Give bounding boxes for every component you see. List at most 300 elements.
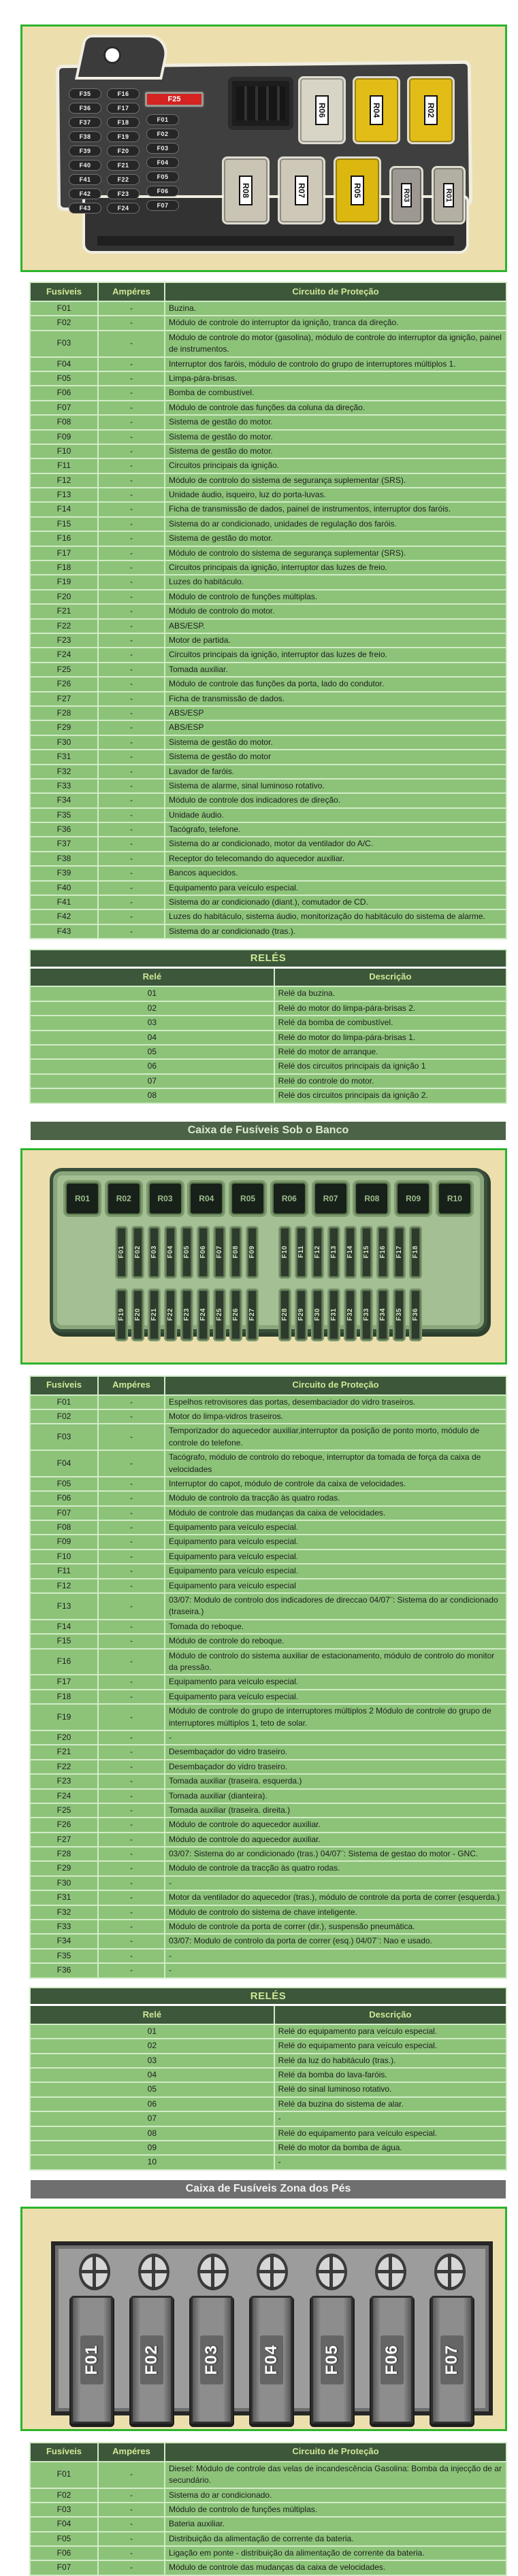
table-row bbox=[30, 458, 506, 473]
fuse-slot bbox=[107, 146, 140, 156]
table-cell: F08 bbox=[30, 1520, 98, 1535]
table-cell: - bbox=[98, 444, 165, 458]
table-cell: Bancos aquecidos. bbox=[165, 866, 506, 880]
slot-label: R09 bbox=[406, 1193, 421, 1203]
table-cell: F09 bbox=[30, 1535, 98, 1549]
slot-label: F07 bbox=[440, 2335, 464, 2384]
table-row bbox=[30, 735, 506, 750]
table-row bbox=[30, 1890, 506, 1905]
table-cell: - bbox=[98, 1704, 165, 1730]
slot-label: F43 bbox=[79, 204, 91, 212]
table-cell: F01 bbox=[30, 1395, 98, 1409]
table-row bbox=[30, 1690, 506, 1704]
table-cell: Unidade áudio, isqueiro, luz do porta-luvas. bbox=[165, 488, 506, 502]
table-row bbox=[30, 2068, 506, 2082]
slot-label: R10 bbox=[447, 1193, 462, 1203]
table-cell: Espelhos retrovisores das portas, desembaciador do vidro traseiros. bbox=[165, 1395, 506, 1409]
table-cell: - bbox=[98, 909, 165, 924]
table-cell: Sistema do ar condicionado. bbox=[165, 2488, 506, 2503]
table-cell: F16 bbox=[30, 531, 98, 546]
table-cell: - bbox=[98, 1634, 165, 1648]
screw-icon bbox=[138, 2254, 169, 2290]
table-cell: Bomba de combustível. bbox=[165, 386, 506, 400]
table-cell: Módulo de controle das mudanças da caixa de velocidades. bbox=[165, 2560, 506, 2575]
slot-label: R02 bbox=[424, 95, 438, 125]
screw-icon bbox=[434, 2254, 466, 2290]
slot-label: F20 bbox=[117, 147, 129, 154]
fuse-row-f19-f36 bbox=[63, 1290, 474, 1340]
table-cell: - bbox=[98, 1395, 165, 1409]
table-cell: - bbox=[98, 488, 165, 502]
fuse-slot bbox=[410, 1227, 421, 1277]
fuse-slot bbox=[146, 171, 179, 182]
table-row bbox=[30, 488, 506, 502]
table-row bbox=[30, 371, 506, 386]
table-cell: Temporizador do aquecedor auxiliar,interruptor da posição de ponto morto, módulo de controle do telefone. bbox=[165, 1424, 506, 1450]
table-cell: - bbox=[98, 2462, 165, 2488]
slot-label: F12 bbox=[314, 1245, 321, 1258]
fuse-column-f16-f24 bbox=[107, 86, 140, 215]
table-cell: F29 bbox=[30, 1861, 98, 1875]
slot-label: F15 bbox=[363, 1245, 370, 1258]
table-row bbox=[30, 2488, 506, 2503]
table-cell: 03/07: Modulo de controlo da porta de correr (esq.) 04/07¨: Nao e usado. bbox=[165, 1934, 506, 1948]
table-cell: - bbox=[98, 852, 165, 866]
slot-label: F32 bbox=[346, 1308, 354, 1321]
table-cell: Tacógrafo, telefone. bbox=[165, 822, 506, 837]
column-header: Circuito de Proteção bbox=[165, 282, 506, 301]
fuse-slot bbox=[361, 1290, 372, 1340]
column-header: Relé bbox=[30, 967, 274, 986]
table-cell: F10 bbox=[30, 1550, 98, 1564]
slot-label: F18 bbox=[412, 1245, 419, 1258]
table-cell: Módulo de controle do interruptor da ignição, tranca da direção. bbox=[165, 316, 506, 330]
slot-label: R06 bbox=[315, 95, 329, 125]
table-header-row bbox=[30, 282, 506, 301]
fuse-slot bbox=[378, 1227, 388, 1277]
table-cell: 04 bbox=[30, 1031, 274, 1045]
table-cell: F33 bbox=[30, 779, 98, 793]
table-cell: - bbox=[98, 706, 165, 720]
table-cell: Limpa-pára-brisas. bbox=[165, 371, 506, 386]
table-cell: Módulo de controlo do motor. bbox=[165, 604, 506, 618]
fuse-slot bbox=[247, 1290, 257, 1340]
fuse-slot bbox=[69, 174, 101, 185]
table-row bbox=[30, 473, 506, 488]
table-cell: - bbox=[98, 561, 165, 575]
table-row bbox=[30, 1789, 506, 1803]
table-cell: - bbox=[274, 2111, 506, 2126]
table-cell: Sistema do ar condicionado, motor da ventilador do A/C. bbox=[165, 837, 506, 851]
slot-label: F23 bbox=[183, 1308, 191, 1321]
table-row bbox=[30, 2097, 506, 2111]
table-cell: Relé do motor do limpa-pára-brisas 2. bbox=[274, 1001, 506, 1016]
slot-label: F06 bbox=[157, 187, 169, 195]
table-cell: - bbox=[98, 2560, 165, 2575]
fuse-slot bbox=[69, 117, 101, 128]
table-cell: Sistema de gestão do motor. bbox=[165, 415, 506, 429]
table-cell: F35 bbox=[30, 1949, 98, 1963]
slot-label: F03 bbox=[157, 144, 169, 152]
slot-label: F13 bbox=[330, 1245, 338, 1258]
table-row bbox=[30, 822, 506, 837]
slot-label: R08 bbox=[239, 175, 253, 205]
table-cell: F04 bbox=[30, 357, 98, 371]
screw-icon bbox=[375, 2254, 406, 2290]
slot-label: F05 bbox=[157, 173, 169, 180]
fuse-slot bbox=[191, 2296, 233, 2424]
slot-label: F06 bbox=[199, 1245, 207, 1258]
table-row bbox=[30, 2532, 506, 2546]
fuse-slot bbox=[250, 2296, 293, 2424]
table-cell: Buzina. bbox=[165, 301, 506, 316]
slot-label: F21 bbox=[117, 161, 129, 169]
slot-label: F14 bbox=[346, 1245, 354, 1258]
table-cell: - bbox=[98, 1593, 165, 1620]
fuse-slot bbox=[280, 1290, 290, 1340]
table-row bbox=[30, 837, 506, 851]
table-row bbox=[30, 895, 506, 909]
fuse-slot bbox=[71, 2296, 113, 2424]
table-cell: - bbox=[98, 895, 165, 909]
table-cell: Relé da buzina do sistema de alar. bbox=[274, 2097, 506, 2111]
table-row bbox=[30, 502, 506, 516]
slot-label: F04 bbox=[260, 2335, 283, 2384]
slot-label: F38 bbox=[79, 133, 91, 140]
table-cell: - bbox=[98, 1920, 165, 1934]
table-cell: F28 bbox=[30, 1847, 98, 1861]
table-cell: - bbox=[98, 837, 165, 851]
table-cell: - bbox=[98, 575, 165, 589]
table-row bbox=[30, 604, 506, 618]
table-cell: F21 bbox=[30, 604, 98, 618]
table-cell: F25 bbox=[30, 1803, 98, 1818]
fuse-slot bbox=[107, 131, 140, 142]
table-cell: F14 bbox=[30, 502, 98, 516]
slot-label: R08 bbox=[364, 1193, 380, 1203]
table-cell: - bbox=[98, 2517, 165, 2531]
table-row bbox=[30, 633, 506, 648]
relay-slot bbox=[391, 168, 421, 222]
fuse-slot bbox=[107, 160, 140, 171]
table-cell: - bbox=[98, 517, 165, 531]
table-cell: F20 bbox=[30, 590, 98, 604]
table-cell: - bbox=[98, 779, 165, 793]
fuse-slot bbox=[329, 1290, 339, 1340]
table-cell: Relé dos circuitos principais da ignição 1 bbox=[274, 1059, 506, 1073]
fuse-slot bbox=[146, 114, 179, 125]
table-cell: Circuitos principais da ignição, interruptor das luzes de freio. bbox=[165, 648, 506, 662]
table-cell: F18 bbox=[30, 561, 98, 575]
table-cell: - bbox=[98, 1620, 165, 1634]
slot-label: F02 bbox=[157, 130, 169, 137]
table-cell: Módulo de controlo do sistema de segurança suplementar (SRS). bbox=[165, 473, 506, 488]
fuse-slot bbox=[182, 1290, 192, 1340]
table-cell: - bbox=[98, 619, 165, 633]
table-cell: - bbox=[98, 546, 165, 561]
table-cell: F02 bbox=[30, 316, 98, 330]
slot-label: R05 bbox=[240, 1193, 256, 1203]
table-row bbox=[30, 561, 506, 575]
table-cell: 03 bbox=[30, 2054, 274, 2068]
fuse-slot bbox=[165, 1290, 176, 1340]
screw-row bbox=[65, 2254, 479, 2290]
relay-slot bbox=[224, 158, 268, 222]
relay-table-dashboard bbox=[29, 949, 507, 1103]
table-cell: 06 bbox=[30, 2097, 274, 2111]
table-row bbox=[30, 1760, 506, 1774]
table-cell: Módulo de controle do grupo de interruptores múltiplos 2 Módulo de controle do grupo de interruptores múltiplos 1, teto de solar. bbox=[165, 1704, 506, 1730]
slot-label: R06 bbox=[281, 1193, 297, 1203]
table-cell: - bbox=[98, 1803, 165, 1818]
slot-label: R05 bbox=[351, 175, 364, 205]
table-cell: 08 bbox=[30, 1088, 274, 1103]
table-row bbox=[30, 430, 506, 444]
table-row bbox=[30, 2141, 506, 2155]
table-row bbox=[30, 1045, 506, 1059]
relay-slot bbox=[107, 1182, 141, 1215]
table-row bbox=[30, 1649, 506, 1675]
fuse-slot bbox=[312, 1227, 323, 1277]
table-cell: 02 bbox=[30, 1001, 274, 1016]
connector-block bbox=[228, 77, 293, 130]
table-cell: F22 bbox=[30, 1760, 98, 1774]
fuse-slot bbox=[69, 131, 101, 142]
fuse-slot bbox=[149, 1227, 159, 1277]
table-row bbox=[30, 590, 506, 604]
table-cell: 03 bbox=[30, 1016, 274, 1030]
table-cell: - bbox=[98, 1675, 165, 1689]
table-cell: Módulo de controle do motor (gasolina), módulo de controle do interruptor da ignição, painel de instrumentos. bbox=[165, 331, 506, 357]
table-row bbox=[30, 1031, 506, 1045]
table-row bbox=[30, 720, 506, 735]
relay-slot bbox=[336, 158, 379, 222]
relay-slot bbox=[434, 168, 464, 222]
table-row bbox=[30, 2126, 506, 2141]
table-cell: Ficha de transmissão de dados. bbox=[165, 692, 506, 706]
table-cell: - bbox=[165, 1963, 506, 1977]
table-cell: F03 bbox=[30, 2503, 98, 2517]
slot-label: R02 bbox=[116, 1193, 131, 1203]
table-row bbox=[30, 1861, 506, 1875]
fuse-slot bbox=[107, 188, 140, 199]
table-cell: F04 bbox=[30, 1450, 98, 1477]
table-cell: Módulo de controle do aquecedor auxiliar. bbox=[165, 1818, 506, 1832]
table-cell: F12 bbox=[30, 1579, 98, 1593]
table-cell: - bbox=[98, 502, 165, 516]
table-cell: Módulo de controlo do sistema de chave inteligente. bbox=[165, 1905, 506, 1920]
table-row bbox=[30, 415, 506, 429]
table-row bbox=[30, 444, 506, 458]
table-cell: Sistema de gestão do motor bbox=[165, 750, 506, 764]
relay-slot bbox=[355, 78, 398, 142]
table-cell: Luzes do habitáculo. bbox=[165, 575, 506, 589]
table-cell: - bbox=[274, 2155, 506, 2169]
fuse-slot bbox=[231, 1227, 241, 1277]
slot-label: F36 bbox=[79, 104, 91, 112]
table-row bbox=[30, 1949, 506, 1963]
table-cell: - bbox=[98, 1890, 165, 1905]
slot-label: F01 bbox=[118, 1245, 125, 1258]
column-header: Fusíveis bbox=[30, 2443, 98, 2462]
table-cell: Tomada auxiliar (dianteira). bbox=[165, 1789, 506, 1803]
table-cell: - bbox=[98, 881, 165, 895]
table-row bbox=[30, 2560, 506, 2575]
table-cell: - bbox=[98, 648, 165, 662]
table-cell: - bbox=[98, 1963, 165, 1977]
table-cell: Módulo de controlo do sistema auxiliar de estacionamento, módulo de controlo do monitor da pressão. bbox=[165, 1649, 506, 1675]
table-cell: - bbox=[98, 866, 165, 880]
slot-label: F07 bbox=[216, 1245, 223, 1258]
slot-label: R01 bbox=[74, 1193, 90, 1203]
table-cell: Motor de partida. bbox=[165, 633, 506, 648]
slot-label: F17 bbox=[395, 1245, 403, 1258]
table-cell: F27 bbox=[30, 1833, 98, 1847]
screw-icon bbox=[316, 2254, 347, 2290]
table-cell: Relé do equipamento para veículo especial. bbox=[274, 2126, 506, 2141]
table-row bbox=[30, 1934, 506, 1948]
relay-slot bbox=[231, 1182, 265, 1215]
table-cell: F39 bbox=[30, 866, 98, 880]
table-cell: Relé da bomba de combustível. bbox=[274, 1016, 506, 1030]
table-row bbox=[30, 1450, 506, 1477]
fusebox-body bbox=[50, 1168, 487, 1333]
table-cell: 07 bbox=[30, 1074, 274, 1088]
table-cell: - bbox=[98, 1745, 165, 1759]
table-row bbox=[30, 1818, 506, 1832]
column-header: Fusíveis bbox=[30, 282, 98, 301]
table-row bbox=[30, 386, 506, 400]
relay-slot bbox=[280, 158, 323, 222]
table-row bbox=[30, 2155, 506, 2169]
fuse-slot bbox=[231, 1290, 241, 1340]
table-row bbox=[30, 924, 506, 939]
table-cell: Relé do motor de arranque. bbox=[274, 1045, 506, 1059]
table-cell: - bbox=[98, 1833, 165, 1847]
fuse-slot bbox=[296, 1290, 306, 1340]
fuse-slot bbox=[107, 203, 140, 214]
table-cell: F30 bbox=[30, 735, 98, 750]
slot-label: F18 bbox=[117, 118, 129, 126]
table-row bbox=[30, 1088, 506, 1103]
fusebox-photo-dashboard bbox=[20, 24, 507, 272]
table-cell: F19 bbox=[30, 575, 98, 589]
table-cell: Equipamento para veículo especial. bbox=[165, 1535, 506, 1549]
fusebox-diagram-sob-banco bbox=[20, 1148, 507, 1365]
table-cell: F01 bbox=[30, 2462, 98, 2488]
slot-label: F04 bbox=[157, 158, 169, 166]
table-cell: - bbox=[98, 357, 165, 371]
table-cell: - bbox=[98, 735, 165, 750]
table-row bbox=[30, 1675, 506, 1689]
fuse-slot bbox=[361, 1227, 372, 1277]
fuse-slot bbox=[345, 1227, 355, 1277]
table-row bbox=[30, 1074, 506, 1088]
screw-icon bbox=[79, 2254, 110, 2290]
table-cell: Interruptor do capot, módulo de controle da caixa de velocidades. bbox=[165, 1477, 506, 1491]
slot-label: F02 bbox=[140, 2335, 163, 2384]
fuse-column-f35-f43 bbox=[69, 86, 101, 215]
slot-label: F33 bbox=[363, 1308, 370, 1321]
slot-label: R03 bbox=[401, 183, 412, 207]
relay-table-sob-banco bbox=[29, 1987, 507, 2171]
table-cell: - bbox=[98, 1506, 165, 1520]
slot-label: F20 bbox=[134, 1308, 142, 1321]
table-row bbox=[30, 881, 506, 895]
table-cell: Módulo de controle das funções da porta, lado do condutor. bbox=[165, 677, 506, 691]
table-cell: Equipamento para veículo especial bbox=[165, 1579, 506, 1593]
table-cell: - bbox=[98, 1789, 165, 1803]
table-cell: 02 bbox=[30, 2039, 274, 2053]
table-row bbox=[30, 706, 506, 720]
table-cell: - bbox=[98, 331, 165, 357]
table-row bbox=[30, 2546, 506, 2560]
table-row bbox=[30, 2082, 506, 2096]
table-cell: F22 bbox=[30, 619, 98, 633]
slot-label: F24 bbox=[199, 1308, 207, 1321]
table-cell: - bbox=[98, 1774, 165, 1788]
table-cell: F35 bbox=[30, 808, 98, 822]
table-cell: Relé do sinal luminoso rotativo. bbox=[274, 2082, 506, 2096]
table-row bbox=[30, 1847, 506, 1861]
slot-label: F29 bbox=[297, 1308, 305, 1321]
table-cell: Sistema do ar condicionado, unidades de regulação dos faróis. bbox=[165, 517, 506, 531]
section-header-zona-dos-pes: Caixa de Fusíveis Zona dos Pés bbox=[31, 2180, 506, 2198]
table-cell: - bbox=[98, 1649, 165, 1675]
column-header: Ampéres bbox=[98, 1376, 165, 1395]
fuse-slot bbox=[146, 186, 179, 197]
table-cell: F26 bbox=[30, 1818, 98, 1832]
table-cell: Módulo de controlo da tracção às quatro rodas. bbox=[165, 1491, 506, 1505]
fuse-slot bbox=[345, 1290, 355, 1340]
relay-slot bbox=[148, 1182, 182, 1215]
slot-label: F25 bbox=[216, 1308, 223, 1321]
table-cell: - bbox=[98, 415, 165, 429]
table-row bbox=[30, 1704, 506, 1730]
table-cell: F04 bbox=[30, 2517, 98, 2531]
table-row bbox=[30, 357, 506, 371]
fuse-slot bbox=[296, 1227, 306, 1277]
table-row bbox=[30, 765, 506, 779]
table-cell: Tomada auxiliar (traseira. esquerda.) bbox=[165, 1774, 506, 1788]
fuse-slot bbox=[69, 203, 101, 214]
table-cell: F05 bbox=[30, 371, 98, 386]
table-cell: - bbox=[98, 1520, 165, 1535]
table-cell: F16 bbox=[30, 1649, 98, 1675]
table-cell: Interruptor dos faróis, módulo de controlo do grupo de interruptores múltiplos 1. bbox=[165, 357, 506, 371]
slot-label: F02 bbox=[134, 1245, 142, 1258]
fuse-slot bbox=[198, 1227, 208, 1277]
slot-label: F05 bbox=[183, 1245, 191, 1258]
slot-label: F42 bbox=[79, 190, 91, 197]
table-cell: - bbox=[98, 663, 165, 677]
fuse-slot bbox=[133, 1290, 143, 1340]
table-cell: Equipamento para veículo especial. bbox=[165, 881, 506, 895]
slot-label: F01 bbox=[157, 116, 169, 123]
column-header: Relé bbox=[30, 2005, 274, 2024]
table-cell: - bbox=[98, 1409, 165, 1424]
table-cell: Equipamento para veículo especial. bbox=[165, 1690, 506, 1704]
column-header: Circuito de Proteção bbox=[165, 1376, 506, 1395]
table-cell: Receptor do telecomando do aquecedor auxiliar. bbox=[165, 852, 506, 866]
table-row bbox=[30, 1920, 506, 1934]
relay-slot bbox=[355, 1182, 389, 1215]
table-row bbox=[30, 1876, 506, 1890]
slot-label: F08 bbox=[232, 1245, 240, 1258]
table-row bbox=[30, 2039, 506, 2053]
table-row bbox=[30, 1905, 506, 1920]
fuse-slot bbox=[378, 1290, 388, 1340]
